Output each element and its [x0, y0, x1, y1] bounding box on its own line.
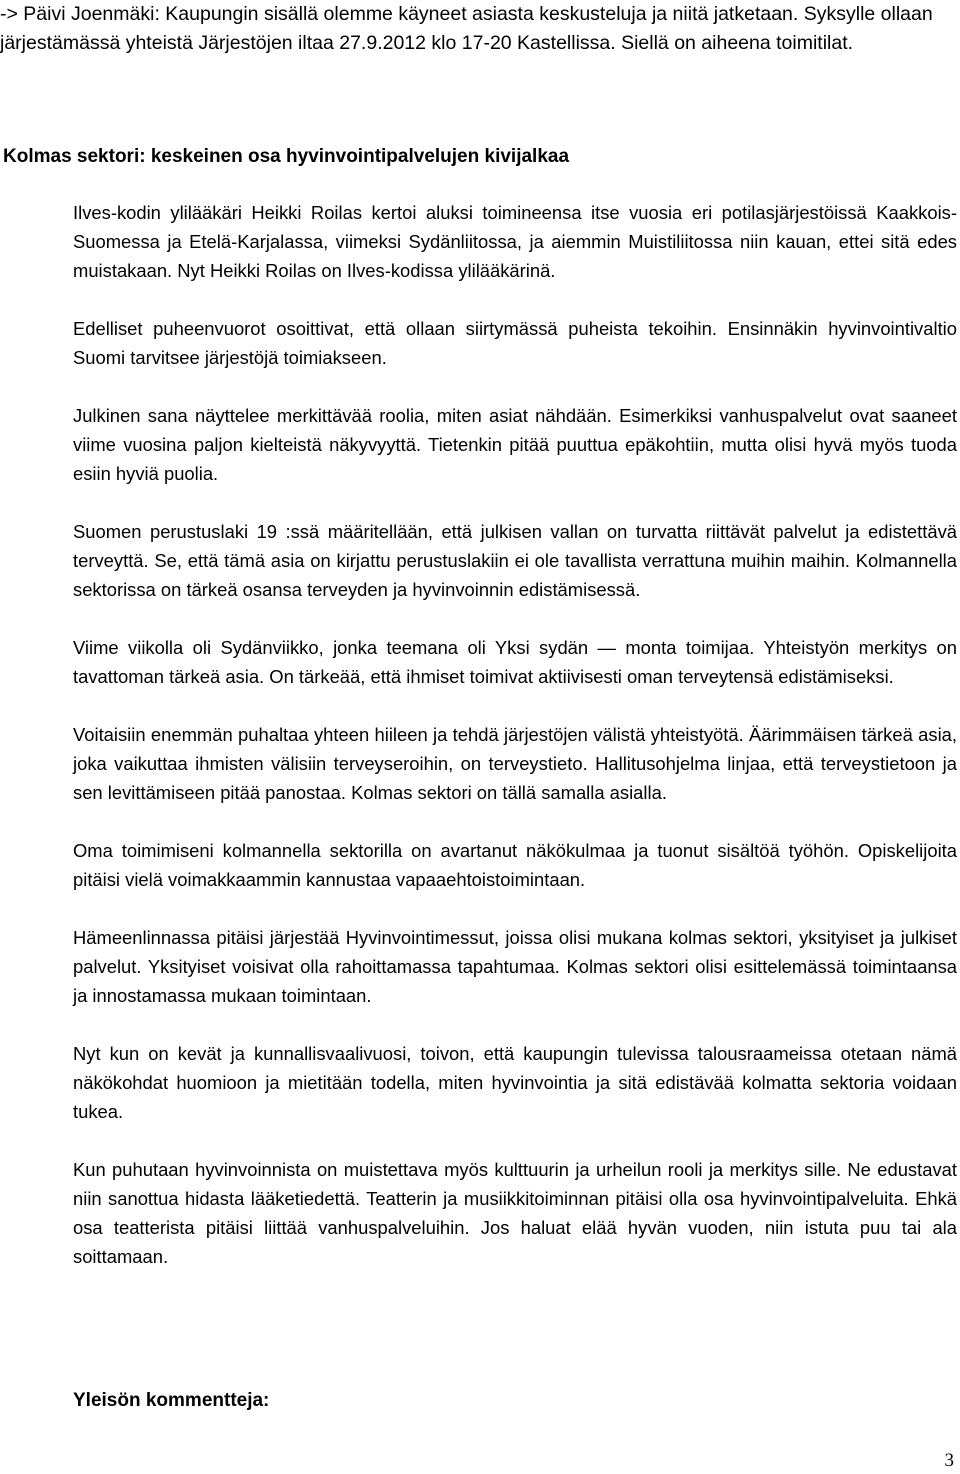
- comments-heading: Yleisön kommentteja:: [73, 1390, 270, 1411]
- intro-paragraph: -> Päivi Joenmäki: Kaupungin sisällä olemme käyneet asiasta keskusteluja ja niitä jatketaan. Syksylle ollaan järjestämässä yhteistä Järjestöjen iltaa 27.9.2012 klo 17-20 Kastellissa. Siellä on aiheena toimitilat.: [0, 3, 933, 54]
- page-number: 3: [944, 1450, 954, 1471]
- paragraph: Ilves-kodin ylilääkäri Heikki Roilas kertoi aluksi toimineensa itse vuosia eri potilasjärjestöissä Kaakkois-Suomessa ja Etelä-Karjalassa, viimeksi Sydänliitossa, ja aiemmin Muistiliitossa niin kauan, ettei sitä edes muistakaan. Nyt Heikki Roilas on Ilves-kodissa ylilääkärinä.: [73, 202, 957, 281]
- paragraph: Kun puhutaan hyvinvoinnista on muistettava myös kulttuurin ja urheilun rooli ja merkitys sille. Ne edustavat niin sanottua hidasta lääketiedettä. Teatterin ja musiikkitoiminnan pitäisi olla osa hyvinvointipalveluita. Ehkä osa teatterista pitäisi liittää vanhuspalveluihin. Jos haluat elää hyvän vuoden, niin istuta puu tai ala soittamaan.: [73, 1159, 957, 1267]
- section-heading: Kolmas sektori: keskeinen osa hyvinvointipalvelujen kivijalkaa: [3, 146, 570, 167]
- paragraph: Suomen perustuslaki 19 :ssä määritellään, että julkisen vallan on turvatta riittävät palvelut ja edistettävä terveyttä. Se, että tämä asia on kirjattu perustuslakiin ei ole tavallista verrattuna muihin maihin. Kolmannella sektorissa on tärkeä osansa terveyden ja hyvinvoinnin edistämisessä.: [73, 521, 957, 600]
- paragraph: Julkinen sana näyttelee merkittävää roolia, miten asiat nähdään. Esimerkiksi vanhuspalvelut ovat saaneet viime vuosina paljon kielteistä näkyvyyttä. Tietenkin pitää puuttua epäkohtiin, mutta olisi hyvä myös tuoda esiin hyviä puolia.: [73, 405, 957, 484]
- paragraph: Oma toimimiseni kolmannella sektorilla on avartanut näkökulmaa ja tuonut sisältöä työhön. Opiskelijoita pitäisi vielä voimakkaammin kannustaa vapaaehtoistoimintaan.: [73, 840, 957, 890]
- paragraph: Voitaisiin enemmän puhaltaa yhteen hiileen ja tehdä järjestöjen välistä yhteistyötä. Äärimmäisen tärkeä asia, joka vaikuttaa ihmisten välisiin terveyseroihin, on terveystieto. Hallitusohjelma linjaa, että terveystietoon ja sen levittämiseen pitää panostaa. Kolmas sektori on tällä samalla asialla.: [73, 724, 957, 803]
- paragraph: Viime viikolla oli Sydänviikko, jonka teemana oli Yksi sydän — monta toimijaa. Yhteistyön merkitys on tavattoman tärkeä asia. On tärkeää, että ihmiset toimivat aktiivisesti oman terveytensä edistämiseksi.: [73, 637, 957, 687]
- paragraph: Edelliset puheenvuorot osoittivat, että ollaan siirtymässä puheista tekoihin. Ensinnäkin hyvinvointivaltio Suomi tarvitsee järjestöjä toimiakseen.: [73, 318, 957, 368]
- body-text: [73, 198, 957, 1300]
- paragraph: Hämeenlinnassa pitäisi järjestää Hyvinvointimessut, joissa olisi mukana kolmas sektori, yksityiset ja julkiset palvelut. Yksityiset voisivat olla rahoittamassa tapahtumaa. Kolmas sektori olisi esittelemässä toimintaansa ja innostamassa mukaan toimintaan.: [73, 927, 957, 1006]
- paragraph: Nyt kun on kevät ja kunnallisvaalivuosi, toivon, että kaupungin tulevissa talousraameissa otetaan nämä näkökohdat huomioon ja mietitään todella, miten hyvinvointia ja sitä edistävää kolmatta sektoria voidaan tukea.: [73, 1043, 957, 1122]
